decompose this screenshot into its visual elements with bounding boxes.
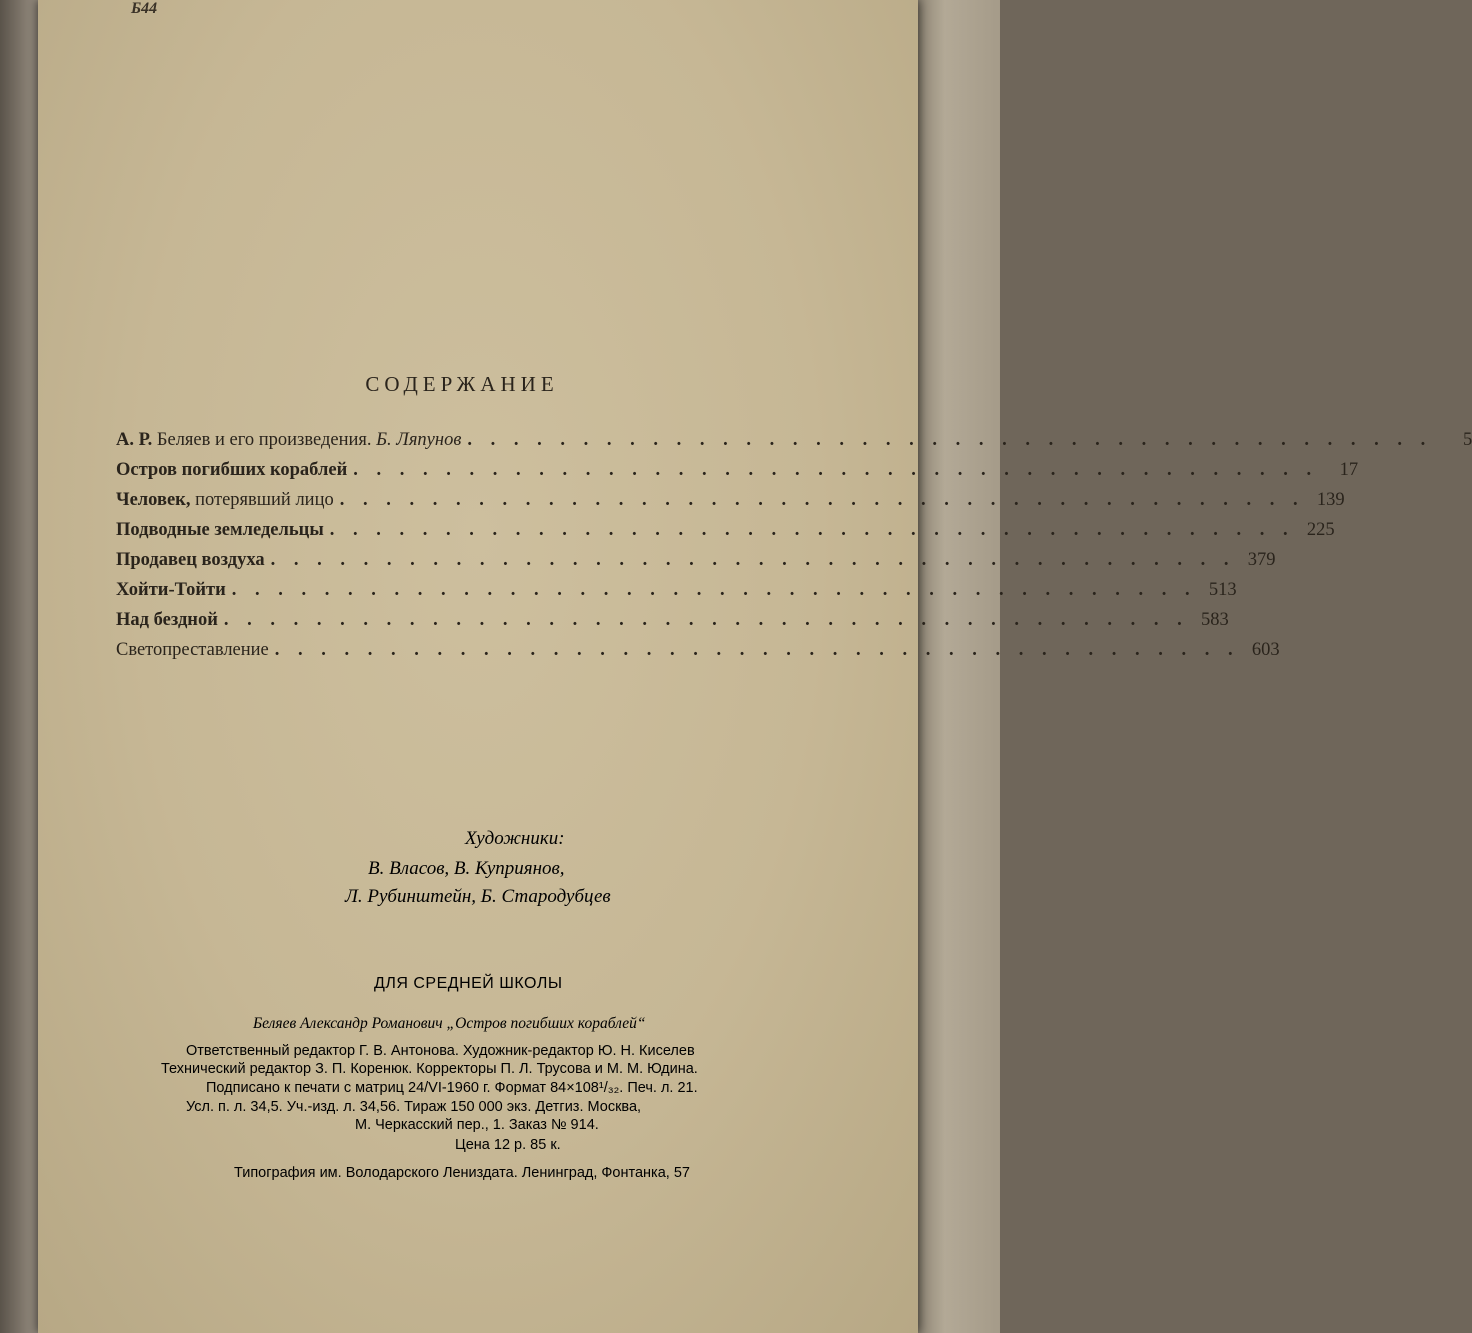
toc-entry-label: Остров погибших кораблей [116, 460, 348, 480]
page-mark: Б44 [131, 0, 158, 17]
imprint-line: Технический редактор З. П. Коренюк. Корректоры П. Л. Трусова и М. М. Юдина. [161, 1061, 698, 1077]
author-title-line: Беляев Александр Романович „Остров погибших кораблей“ [253, 1015, 646, 1032]
imprint-line: М. Черкасский пер., 1. Заказ № 914. [355, 1117, 599, 1133]
imprint-line: Ответственный редактор Г. В. Антонова. Художник-редактор Ю. Н. Киселев [186, 1043, 695, 1059]
toc-page-number: 17 [1339, 460, 1359, 480]
artists-header: Художники: [465, 828, 565, 849]
toc-entry [116, 610, 1229, 640]
artists-line: В. Власов, В. Куприянов, [368, 858, 565, 879]
leader-dots: . . . . . . . . . . . . . . . . . . . . . . . . . . . . . . . . . . . . . . . . . . [339, 490, 1305, 510]
toc-page-number: 5 [1462, 430, 1472, 450]
toc-entry-label: А. Р. Беляев и его произведения. Б. Ляпунов [116, 430, 462, 450]
toc-entry [116, 430, 1472, 460]
printer-line: Типография им. Володарского Лениздата. Ленинград, Фонтанка, 57 [234, 1165, 690, 1181]
toc-entry-label: Светопреставление [116, 640, 269, 660]
price-line: Цена 12 р. 85 к. [455, 1137, 561, 1153]
leader-dots: . . . . . . . . . . . . . . . . . . . . . . . . . . . . . . . . . . . . . . . . . . [231, 580, 1197, 600]
toc-title: СОДЕРЖАНИЕ [365, 372, 559, 396]
toc-entry [116, 490, 1345, 520]
toc-page-number: 379 [1247, 550, 1276, 570]
toc-page-number: 513 [1208, 580, 1237, 600]
toc-entry [116, 580, 1237, 610]
leader-dots: . . . . . . . . . . . . . . . . . . . . . . . . . . . . . . . . . . . . . . . . . . [270, 550, 1236, 570]
toc-entry-label: Над бездной [116, 610, 218, 630]
toc-entry [116, 520, 1335, 550]
toc-entry-label: Хойти-Тойти [116, 580, 226, 600]
toc-entry [116, 460, 1359, 490]
toc-page-number: 139 [1316, 490, 1345, 510]
leader-dots: . . . . . . . . . . . . . . . . . . . . . . . . . . . . . . . . . . . . . . . . . . [329, 520, 1295, 540]
table-of-contents [116, 430, 1472, 670]
imprint-line: Усл. п. л. 34,5. Уч.-изд. л. 34,56. Тираж 150 000 экз. Детгиз. Москва, [186, 1099, 642, 1115]
leader-dots: . . . . . . . . . . . . . . . . . . . . . . . . . . . . . . . . . . . . . . . . . . [223, 610, 1189, 630]
toc-entry [116, 550, 1276, 580]
toc-entry-label: Человек, потерявший лицо [116, 490, 334, 510]
toc-page-number: 583 [1201, 610, 1229, 630]
school-label: ДЛЯ СРЕДНЕЙ ШКОЛЫ [374, 975, 563, 992]
imprint-line: Подписано к печати с матриц 24/VI-1960 г. Формат 84×108¹/₃₂. Печ. л. 21. [206, 1080, 698, 1096]
leader-dots: . . . . . . . . . . . . . . . . . . . . . . . . . . . . . . . . . . . . . . . . . . [274, 640, 1240, 660]
background-right [915, 0, 1000, 1333]
leader-dots: . . . . . . . . . . . . . . . . . . . . . . . . . . . . . . . . . . . . . . . . . . [467, 430, 1433, 450]
artists-line: Л. Рубинштейн, Б. Стародубцев [345, 886, 611, 907]
toc-entry-label: Продавец воздуха [116, 550, 265, 570]
toc-entry-label: Подводные земледельцы [116, 520, 324, 540]
toc-entry [116, 640, 1280, 670]
leader-dots: . . . . . . . . . . . . . . . . . . . . . . . . . . . . . . . . . . . . . . . . . . [353, 460, 1319, 480]
toc-page-number: 225 [1306, 520, 1335, 540]
toc-page-number: 603 [1251, 640, 1280, 660]
